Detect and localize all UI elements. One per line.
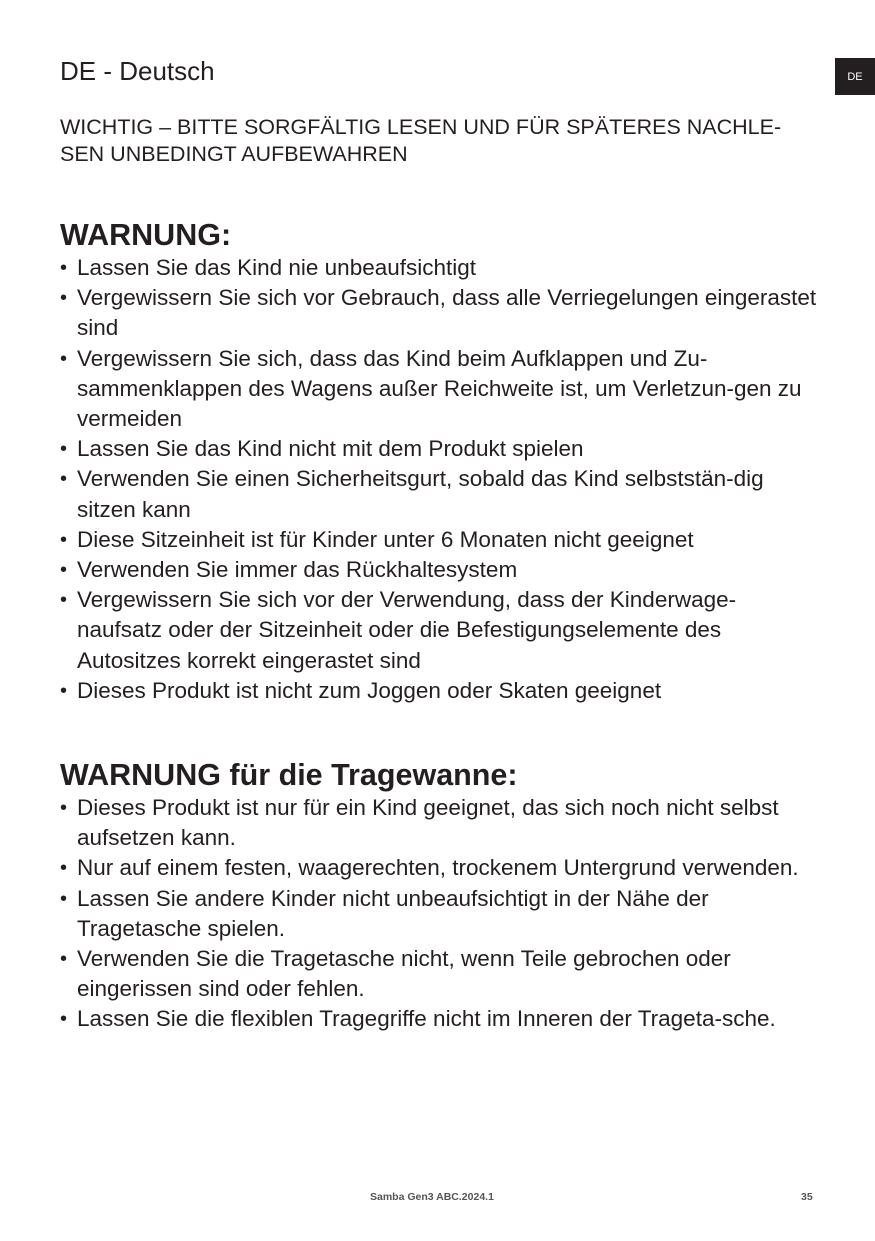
list-item-text: Dieses Produkt ist nur für ein Kind geeignet, das sich noch nicht selbst aufsetzen kann. [77, 795, 779, 851]
carrycot-warning-section [60, 757, 820, 1035]
bullet-icon: • [60, 287, 68, 310]
bullet-icon: • [60, 559, 68, 582]
list-item-text: Dieses Produkt ist nicht zum Joggen oder Skaten geeignet [77, 677, 662, 703]
bullet-icon: • [60, 948, 68, 971]
list-item-text: Vergewissern Sie sich vor Gebrauch, dass alle Verriegelungen eingerastet sind [77, 285, 817, 341]
list-item-text: Lassen Sie das Kind nie unbeaufsichtigt [77, 255, 477, 280]
list-item [60, 253, 820, 283]
list-item-text: Verwenden Sie die Tragetasche nicht, wenn Teile gebrochen oder eingerissen sind oder fehlen. [77, 946, 731, 1002]
bullet-icon: • [60, 528, 68, 551]
list-item-text: Diese Sitzeinheit ist für Kinder unter 6 Monaten nicht geeignet [77, 526, 694, 552]
language-tab: DE [835, 58, 875, 95]
list-item [60, 283, 820, 343]
bullet-icon: • [60, 468, 68, 491]
list-item [60, 676, 820, 706]
warning-list [60, 253, 820, 706]
list-item [60, 585, 820, 676]
carrycot-warning-list [60, 793, 820, 1035]
list-item [60, 793, 820, 853]
important-notice: WICHTIG – BITTE SORGFÄLTIG LESEN UND FÜR SPÄTERES NACHLE-SEN UNBEDINGT AUFBEWAHREN [60, 115, 782, 166]
list-item [60, 344, 820, 435]
bullet-icon: • [60, 438, 68, 461]
list-item [60, 464, 820, 524]
bullet-icon: • [60, 679, 68, 702]
bullet-icon: • [60, 257, 68, 279]
warning-section [60, 217, 820, 706]
list-item-text: Verwenden Sie einen Sicherheitsgurt, sobald das Kind selbststän-dig sitzen kann [77, 466, 764, 522]
list-item [60, 944, 820, 1004]
list-item [60, 434, 820, 464]
list-item-text: Vergewissern Sie sich vor der Verwendung, dass der Kinderwage-naufsatz oder der Sitzeinheit oder die Befestigungselemente des Autositzes korrekt eingerastet sind [77, 587, 737, 673]
footer-page-number: 35 [801, 1191, 813, 1203]
bullet-icon: • [60, 347, 68, 370]
list-item-text: Lassen Sie das Kind nicht mit dem Produkt spielen [77, 436, 584, 462]
list-item-text: Lassen Sie andere Kinder nicht unbeaufsichtigt in der Nähe der Tragetasche spielen. [77, 885, 709, 941]
bullet-icon: • [60, 857, 68, 880]
list-item [60, 884, 820, 944]
list-item-text: Nur auf einem festen, waagerechten, trockenem Untergrund verwenden. [77, 855, 799, 881]
bullet-icon: • [60, 887, 68, 910]
list-item [60, 555, 820, 585]
bullet-icon: • [60, 1008, 68, 1031]
footer-document-title: Samba Gen3 ABC.2024.1 [370, 1191, 494, 1203]
list-item [60, 525, 820, 555]
list-item-text: Verwenden Sie immer das Rückhaltesystem [77, 557, 518, 583]
list-item-text: Lassen Sie die flexiblen Tragegriffe nicht im Inneren der Trageta-sche. [77, 1006, 776, 1032]
warning-heading: WARNUNG: [60, 218, 232, 252]
list-item-text: Vergewissern Sie sich, dass das Kind beim Aufklappen und Zu-sammenklappen des Wagens außer Reichweite ist, um Verletzun-gen zu vermeiden [77, 345, 802, 432]
list-item [60, 1004, 820, 1034]
bullet-icon: • [60, 589, 68, 612]
page-language-title: DE - Deutsch [60, 56, 215, 86]
carrycot-warning-heading: WARNUNG für die Tragewanne: [60, 758, 518, 792]
bullet-icon: • [60, 797, 68, 819]
list-item [60, 853, 820, 883]
